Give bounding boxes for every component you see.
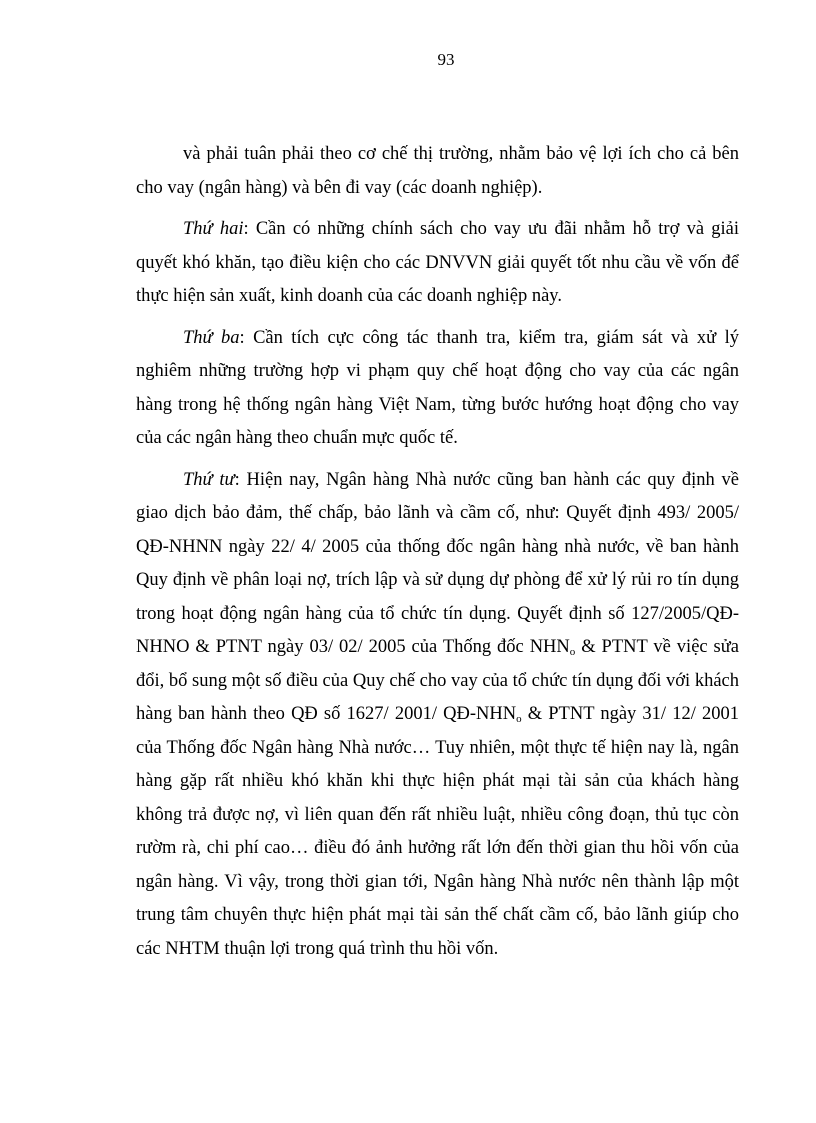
paragraph-text: & PTNT ngày 31/ 12/ 2001 của Thống đốc Ngân hàng Nhà nước… Tuy nhiên, một thực tế hiện nay là, ngân hàng gặp rất nhiều khó khăn khi thực hiện phát mại tài sản của khách hàng không trả được nợ, vì liên quan đến rất nhiều luật, nhiều công đoạn, thủ tục còn rườm rà, chi phí cao… điều đó ảnh hưởng rất lớn đến thời gian thu hồi vốn của ngân hàng. Vì vậy, trong thời gian tới, Ngân hàng Nhà nước nên thành lập một trung tâm chuyên thực hiện phát mại tài sản thế chất cầm cố, bảo lãnh giúp cho các NHTM thuận lợi trong quá trình thu hồi vốn. [136, 704, 740, 959]
paragraph-thu-hai [136, 213, 739, 314]
paragraph-text: : Cần tích cực công tác thanh tra, kiểm tra, giám sát và xử lý nghiêm những trường hợp vi phạm quy chế hoạt động cho vay của các ngân hàng trong hệ thống ngân hàng Việt Nam, từng bước hướng hoạt động cho vay của các ngân hàng theo chuẩn mực quốc tế. [136, 327, 739, 448]
paragraph-continuation [136, 138, 739, 205]
paragraph-text: & PTNT về việc sửa đổi, bổ sung một số điều của Quy chế cho vay của tổ chức tín dụng đối với khách hàng ban hành theo QĐ số 1627/ 2001/ QĐ-NHN [136, 637, 739, 724]
subscript: o [516, 713, 522, 725]
paragraph-lead: Thứ ba [183, 327, 240, 348]
subscript: o [569, 646, 576, 658]
document-body [136, 138, 739, 974]
paragraph-text: và phải tuân phải theo cơ chế thị trường, nhằm bảo vệ lợi ích cho cả bên cho vay (ngân hàng) và bên đi vay (các doanh nghiệp). [136, 144, 739, 198]
paragraph-thu-ba [136, 322, 739, 456]
paragraph-text: : Hiện nay, Ngân hàng Nhà nước cũng ban hành các quy định về giao dịch bảo đảm, thế chấp, bảo lãnh và cầm cố, như: Quyết định 493/ 2005/ QĐ-NHNN ngày 22/ 4/ 2005 của thống đốc ngân hàng nhà nước, về ban hành Quy định về phân loại nợ, trích lập và sử dụng dự phòng để xử lý rủi ro tín dụng trong hoạt động ngân hàng của tổ chức tín dụng. Quyết định số 127/2005/QĐ-NHNO & PTNT ngày 03/ 02/ 2005 của Thống đốc NHN [136, 469, 740, 657]
paragraph-thu-tu [136, 464, 739, 967]
page-number: 93 [437, 50, 455, 69]
paragraph-lead: Thứ hai [183, 219, 244, 239]
paragraph-lead: Thứ tư [183, 469, 235, 490]
paragraph-text: : Cần có những chính sách cho vay ưu đãi nhằm hỗ trợ và giải quyết khó khăn, tạo điều kiện cho các DNVVN giải quyết tốt nhu cầu về vốn để thực hiện sản xuất, kinh doanh của các doanh nghiệp này. [136, 219, 739, 306]
